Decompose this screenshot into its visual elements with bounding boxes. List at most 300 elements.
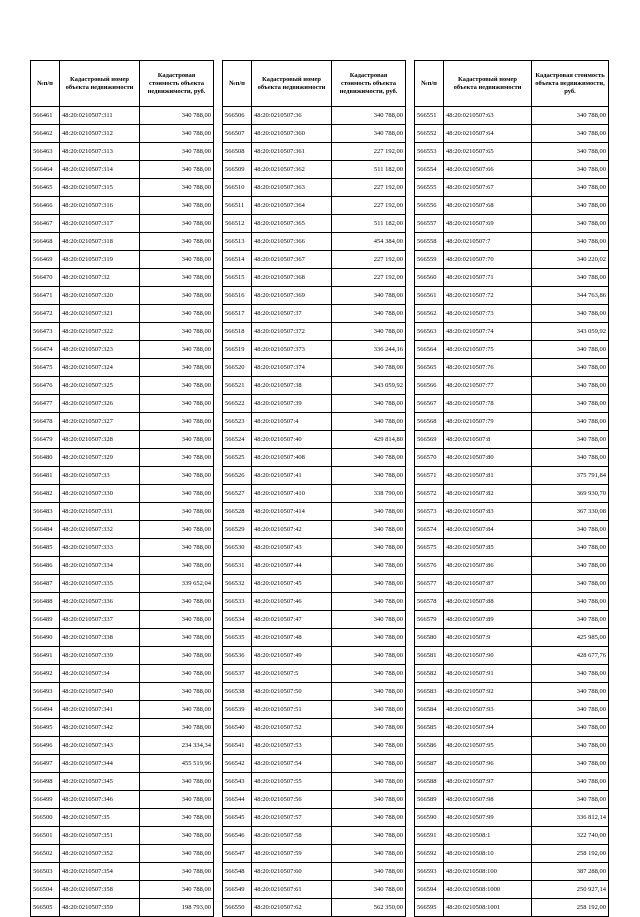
table-row [223, 359, 406, 377]
cadastral-number: 48:20:0210507:323 [60, 341, 140, 359]
table-row [415, 755, 609, 773]
cadastral-number: 48:20:0210507:39 [252, 395, 332, 413]
cadastral-value: 343 059,92 [532, 323, 609, 341]
row-number: 566511 [223, 197, 252, 215]
table-row [415, 665, 609, 683]
row-number: 566527 [223, 485, 252, 503]
header-cadastral-number: Кадастровый номер объекта недвижимости [444, 61, 532, 107]
cadastral-value: 340 788,00 [332, 521, 406, 539]
cadastral-value: 198 793,00 [140, 899, 214, 917]
cadastral-number: 48:20:0210507:311 [60, 107, 140, 125]
cadastral-number: 48:20:0210507:341 [60, 701, 140, 719]
cadastral-number: 48:20:0210507:85 [444, 539, 532, 557]
table-row [223, 791, 406, 809]
table-row [223, 215, 406, 233]
cadastral-number: 48:20:0210507:79 [444, 413, 532, 431]
table-row [31, 215, 214, 233]
table-row [31, 827, 214, 845]
table-row [223, 161, 406, 179]
row-number: 566488 [31, 593, 60, 611]
cadastral-number: 48:20:0210507:352 [60, 845, 140, 863]
table-row [31, 557, 214, 575]
table-row [223, 395, 406, 413]
table-row [31, 197, 214, 215]
row-number: 566512 [223, 215, 252, 233]
cadastral-value: 340 788,00 [140, 773, 214, 791]
row-number: 566574 [415, 521, 444, 539]
cadastral-value: 340 788,00 [332, 773, 406, 791]
cadastral-number: 48:20:0210507:73 [444, 305, 532, 323]
cadastral-number: 48:20:0210507:363 [252, 179, 332, 197]
header-cadastral-value: Кадастровая стоимость объекта недвижимости, руб. [140, 61, 214, 107]
cadastral-value: 227 192,00 [332, 143, 406, 161]
cadastral-number: 48:20:0210507:320 [60, 287, 140, 305]
cadastral-value: 340 788,00 [140, 827, 214, 845]
cadastral-value: 340 788,00 [332, 539, 406, 557]
cadastral-number: 48:20:0210507:58 [252, 827, 332, 845]
cadastral-value: 340 788,00 [532, 593, 609, 611]
cadastral-number: 48:20:0210507:48 [252, 629, 332, 647]
row-number: 566573 [415, 503, 444, 521]
cadastral-value: 227 192,00 [332, 251, 406, 269]
row-number: 566501 [31, 827, 60, 845]
cadastral-number: 48:20:0210507:373 [252, 341, 332, 359]
cadastral-value: 428 677,76 [532, 647, 609, 665]
table-row [223, 665, 406, 683]
cadastral-number: 48:20:0210507:90 [444, 647, 532, 665]
row-number: 566463 [31, 143, 60, 161]
table-row [31, 683, 214, 701]
table-row [223, 755, 406, 773]
cadastral-number: 48:20:0210507:343 [60, 737, 140, 755]
row-number: 566543 [223, 773, 252, 791]
row-number: 566499 [31, 791, 60, 809]
row-number: 566576 [415, 557, 444, 575]
cadastral-number: 48:20:0210507:36 [252, 107, 332, 125]
header-num: №п/п [31, 61, 60, 107]
cadastral-value: 258 192,00 [532, 845, 609, 863]
table-row [415, 521, 609, 539]
cadastral-value: 340 788,00 [140, 431, 214, 449]
header-cadastral-value: Кадастровая стоимость объекта недвижимости, руб. [332, 61, 406, 107]
cadastral-number: 48:20:0210507:338 [60, 629, 140, 647]
row-number: 566484 [31, 521, 60, 539]
table-row [223, 233, 406, 251]
cadastral-value: 340 788,00 [140, 503, 214, 521]
cadastral-number: 48:20:0210507:47 [252, 611, 332, 629]
cadastral-value: 340 788,00 [140, 323, 214, 341]
row-number: 566470 [31, 269, 60, 287]
table-row [31, 809, 214, 827]
cadastral-value: 344 763,86 [532, 287, 609, 305]
cadastral-number: 48:20:0210507:56 [252, 791, 332, 809]
cadastral-number: 48:20:0210507:62 [252, 899, 332, 917]
cadastral-number: 48:20:0210507:42 [252, 521, 332, 539]
cadastral-number: 48:20:0210507:32 [60, 269, 140, 287]
table-row [31, 899, 214, 917]
row-number: 566577 [415, 575, 444, 593]
cadastral-value: 340 788,00 [140, 881, 214, 899]
cadastral-number: 48:20:0210507:68 [444, 197, 532, 215]
row-number: 566490 [31, 629, 60, 647]
cadastral-value: 340 788,00 [332, 305, 406, 323]
cadastral-number: 48:20:0210507:368 [252, 269, 332, 287]
table-row [223, 485, 406, 503]
cadastral-value: 340 788,00 [140, 251, 214, 269]
row-number: 566508 [223, 143, 252, 161]
cadastral-number: 48:20:0210507:87 [444, 575, 532, 593]
cadastral-number: 48:20:0210507:325 [60, 377, 140, 395]
row-number: 566561 [415, 287, 444, 305]
row-number: 566467 [31, 215, 60, 233]
row-number: 566569 [415, 431, 444, 449]
cadastral-value: 340 788,00 [332, 593, 406, 611]
cadastral-value: 340 788,00 [140, 647, 214, 665]
row-number: 566471 [31, 287, 60, 305]
table-row [415, 251, 609, 269]
table-row [223, 467, 406, 485]
table-row [31, 125, 214, 143]
cadastral-number: 48:20:0210507:34 [60, 665, 140, 683]
cadastral-value: 340 788,00 [140, 377, 214, 395]
cadastral-value: 340 788,00 [140, 701, 214, 719]
row-number: 566473 [31, 323, 60, 341]
row-number: 566515 [223, 269, 252, 287]
row-number: 566595 [415, 899, 444, 917]
row-number: 566492 [31, 665, 60, 683]
table-row [415, 899, 609, 917]
cadastral-number: 48:20:0210508:100 [444, 863, 532, 881]
cadastral-number: 48:20:0210507:65 [444, 143, 532, 161]
cadastral-value: 340 788,00 [140, 791, 214, 809]
cadastral-number: 48:20:0210507:97 [444, 773, 532, 791]
cadastral-number: 48:20:0210507:99 [444, 809, 532, 827]
cadastral-value: 227 192,00 [332, 179, 406, 197]
cadastral-value: 340 788,00 [532, 575, 609, 593]
row-number: 566531 [223, 557, 252, 575]
cadastral-number: 48:20:0210507:315 [60, 179, 140, 197]
cadastral-value: 340 788,00 [140, 125, 214, 143]
header-cadastral-number: Кадастровый номер объекта недвижимости [60, 61, 140, 107]
cadastral-number: 48:20:0210507:326 [60, 395, 140, 413]
table-row [31, 791, 214, 809]
cadastral-number: 48:20:0210507:86 [444, 557, 532, 575]
row-number: 566485 [31, 539, 60, 557]
cadastral-value: 340 788,00 [332, 557, 406, 575]
cadastral-value: 340 788,00 [532, 683, 609, 701]
row-number: 566469 [31, 251, 60, 269]
row-number: 566557 [415, 215, 444, 233]
row-number: 566558 [415, 233, 444, 251]
table-row [415, 215, 609, 233]
table-row [31, 251, 214, 269]
table-row [31, 449, 214, 467]
table-row [415, 233, 609, 251]
cadastral-number: 48:20:0210507:333 [60, 539, 140, 557]
cadastral-number: 48:20:0210507:40 [252, 431, 332, 449]
row-number: 566516 [223, 287, 252, 305]
table-row [223, 539, 406, 557]
row-number: 566533 [223, 593, 252, 611]
row-number: 566475 [31, 359, 60, 377]
cadastral-number: 48:20:0210507:336 [60, 593, 140, 611]
cadastral-number: 48:20:0210507:365 [252, 215, 332, 233]
table-row [415, 791, 609, 809]
table-row [31, 521, 214, 539]
row-number: 566582 [415, 665, 444, 683]
cadastral-number: 48:20:0210508:1 [444, 827, 532, 845]
cadastral-number: 48:20:0210507:51 [252, 701, 332, 719]
cadastral-number: 48:20:0210507:358 [60, 881, 140, 899]
cadastral-value: 340 788,00 [332, 611, 406, 629]
cadastral-value: 425 985,00 [532, 629, 609, 647]
table-row [223, 899, 406, 917]
cadastral-value: 340 788,00 [332, 881, 406, 899]
cadastral-number: 48:20:0210507:61 [252, 881, 332, 899]
cadastral-value: 340 788,00 [140, 197, 214, 215]
row-number: 566529 [223, 521, 252, 539]
cadastral-number: 48:20:0210507:53 [252, 737, 332, 755]
cadastral-value: 227 192,00 [332, 197, 406, 215]
table-row [31, 467, 214, 485]
cadastral-number: 48:20:0210507:49 [252, 647, 332, 665]
cadastral-number: 48:20:0210507:88 [444, 593, 532, 611]
cadastral-number: 48:20:0210507:71 [444, 269, 532, 287]
cadastral-value: 340 788,00 [532, 431, 609, 449]
cadastral-value: 336 244,16 [332, 341, 406, 359]
table-row [415, 377, 609, 395]
row-number: 566536 [223, 647, 252, 665]
table-row [223, 305, 406, 323]
table-row [31, 323, 214, 341]
table-row [223, 827, 406, 845]
cadastral-number: 48:20:0210507:93 [444, 701, 532, 719]
table-row [223, 647, 406, 665]
cadastral-value: 340 788,00 [332, 359, 406, 377]
cadastral-number: 48:20:0210507:360 [252, 125, 332, 143]
row-number: 566578 [415, 593, 444, 611]
row-number: 566521 [223, 377, 252, 395]
table-row [31, 647, 214, 665]
row-number: 566579 [415, 611, 444, 629]
table-row [415, 125, 609, 143]
table-row [31, 845, 214, 863]
row-number: 566580 [415, 629, 444, 647]
cadastral-value: 340 788,00 [140, 863, 214, 881]
row-number: 566479 [31, 431, 60, 449]
table-row [223, 593, 406, 611]
cadastral-number: 48:20:0210507:66 [444, 161, 532, 179]
row-number: 566562 [415, 305, 444, 323]
row-number: 566563 [415, 323, 444, 341]
cadastral-value: 340 788,00 [532, 539, 609, 557]
cadastral-number: 48:20:0210508:10 [444, 845, 532, 863]
table-row [223, 845, 406, 863]
row-number: 566567 [415, 395, 444, 413]
table-row [31, 287, 214, 305]
row-number: 566586 [415, 737, 444, 755]
cadastral-number: 48:20:0210507:345 [60, 773, 140, 791]
cadastral-number: 48:20:0210507:321 [60, 305, 140, 323]
row-number: 566498 [31, 773, 60, 791]
table-row [223, 701, 406, 719]
table-row [31, 359, 214, 377]
cadastral-number: 48:20:0210507:5 [252, 665, 332, 683]
cadastral-value: 340 788,00 [332, 413, 406, 431]
table-row [31, 395, 214, 413]
table-row [415, 143, 609, 161]
row-number: 566481 [31, 467, 60, 485]
table-row [415, 737, 609, 755]
table-row [415, 611, 609, 629]
cadastral-number: 48:20:0210507:70 [444, 251, 532, 269]
row-number: 566502 [31, 845, 60, 863]
cadastral-number: 48:20:0210507:67 [444, 179, 532, 197]
table-row [415, 881, 609, 899]
cadastral-number: 48:20:0210507:9 [444, 629, 532, 647]
row-number: 566513 [223, 233, 252, 251]
row-number: 566496 [31, 737, 60, 755]
cadastral-value: 369 930,70 [532, 485, 609, 503]
table-row [415, 449, 609, 467]
cadastral-number: 48:20:0210507:84 [444, 521, 532, 539]
cadastral-value: 340 788,00 [332, 467, 406, 485]
cadastral-number: 48:20:0210507:54 [252, 755, 332, 773]
table-row [223, 287, 406, 305]
table-row [415, 593, 609, 611]
cadastral-value: 455 519,96 [140, 755, 214, 773]
cadastral-number: 48:20:0210507:340 [60, 683, 140, 701]
cadastral-number: 48:20:0210507:41 [252, 467, 332, 485]
row-number: 566514 [223, 251, 252, 269]
row-number: 566585 [415, 719, 444, 737]
row-number: 566507 [223, 125, 252, 143]
cadastral-value: 511 182,00 [332, 161, 406, 179]
cadastral-value: 340 788,00 [140, 467, 214, 485]
cadastral-value: 562 350,00 [332, 899, 406, 917]
cadastral-number: 48:20:0210507:89 [444, 611, 532, 629]
cadastral-value: 340 788,00 [332, 827, 406, 845]
table-row [223, 557, 406, 575]
cadastral-value: 340 788,00 [140, 215, 214, 233]
cadastral-value: 340 788,00 [140, 359, 214, 377]
cadastral-value: 340 788,00 [532, 449, 609, 467]
row-number: 566538 [223, 683, 252, 701]
table-row [223, 737, 406, 755]
cadastral-number: 48:20:0210507:76 [444, 359, 532, 377]
cadastral-value: 340 788,00 [532, 107, 609, 125]
row-number: 566466 [31, 197, 60, 215]
cadastral-value: 340 788,00 [532, 359, 609, 377]
cadastral-value: 454 384,00 [332, 233, 406, 251]
row-number: 566594 [415, 881, 444, 899]
cadastral-number: 48:20:0210507:96 [444, 755, 532, 773]
cadastral-value: 340 788,00 [532, 719, 609, 737]
cadastral-number: 48:20:0210507:64 [444, 125, 532, 143]
table-row [415, 827, 609, 845]
cadastral-number: 48:20:0210507:69 [444, 215, 532, 233]
table-row [223, 881, 406, 899]
cadastral-number: 48:20:0210507:45 [252, 575, 332, 593]
table-row [223, 863, 406, 881]
cadastral-value: 340 220,02 [532, 251, 609, 269]
cadastral-number: 48:20:0210507:313 [60, 143, 140, 161]
cadastral-number: 48:20:0210507:316 [60, 197, 140, 215]
cadastral-number: 48:20:0210507:328 [60, 431, 140, 449]
table-row [31, 269, 214, 287]
row-number: 566589 [415, 791, 444, 809]
row-number: 566554 [415, 161, 444, 179]
cadastral-value: 340 788,00 [332, 863, 406, 881]
row-number: 566583 [415, 683, 444, 701]
cadastral-number: 48:20:0210508:1000 [444, 881, 532, 899]
cadastral-table [30, 60, 214, 917]
cadastral-value: 375 791,84 [532, 467, 609, 485]
cadastral-number: 48:20:0210507:351 [60, 827, 140, 845]
cadastral-number: 48:20:0210507:83 [444, 503, 532, 521]
row-number: 566552 [415, 125, 444, 143]
cadastral-number: 48:20:0210507:74 [444, 323, 532, 341]
row-number: 566570 [415, 449, 444, 467]
row-number: 566550 [223, 899, 252, 917]
row-number: 566553 [415, 143, 444, 161]
cadastral-value: 340 788,00 [140, 395, 214, 413]
row-number: 566510 [223, 179, 252, 197]
cadastral-number: 48:20:0210507:46 [252, 593, 332, 611]
table-row [415, 701, 609, 719]
table-row [415, 647, 609, 665]
cadastral-number: 48:20:0210507:330 [60, 485, 140, 503]
cadastral-number: 48:20:0210507:339 [60, 647, 140, 665]
row-number: 566581 [415, 647, 444, 665]
row-number: 566587 [415, 755, 444, 773]
row-number: 566477 [31, 395, 60, 413]
table-row [223, 143, 406, 161]
cadastral-value: 340 788,00 [532, 305, 609, 323]
row-number: 566559 [415, 251, 444, 269]
row-number: 566505 [31, 899, 60, 917]
table-row [415, 305, 609, 323]
row-number: 566588 [415, 773, 444, 791]
cadastral-number: 48:20:0210507:80 [444, 449, 532, 467]
table-row [415, 413, 609, 431]
row-number: 566549 [223, 881, 252, 899]
cadastral-number: 48:20:0210507:37 [252, 305, 332, 323]
cadastral-table [222, 60, 406, 917]
row-number: 566532 [223, 575, 252, 593]
cadastral-value: 340 788,00 [332, 395, 406, 413]
table-row [223, 773, 406, 791]
row-number: 566500 [31, 809, 60, 827]
table-row [415, 863, 609, 881]
table-row [415, 683, 609, 701]
row-number: 566497 [31, 755, 60, 773]
cadastral-number: 48:20:0210507:98 [444, 791, 532, 809]
row-number: 566482 [31, 485, 60, 503]
cadastral-number: 48:20:0210507:38 [252, 377, 332, 395]
cadastral-number: 48:20:0210507:57 [252, 809, 332, 827]
table-row [223, 323, 406, 341]
cadastral-number: 48:20:0210507:8 [444, 431, 532, 449]
table-row [415, 431, 609, 449]
cadastral-value: 340 788,00 [140, 485, 214, 503]
cadastral-value: 340 788,00 [532, 215, 609, 233]
table-row [415, 287, 609, 305]
row-number: 566547 [223, 845, 252, 863]
cadastral-number: 48:20:0210507:369 [252, 287, 332, 305]
table-row [415, 575, 609, 593]
cadastral-number: 48:20:0210507:366 [252, 233, 332, 251]
